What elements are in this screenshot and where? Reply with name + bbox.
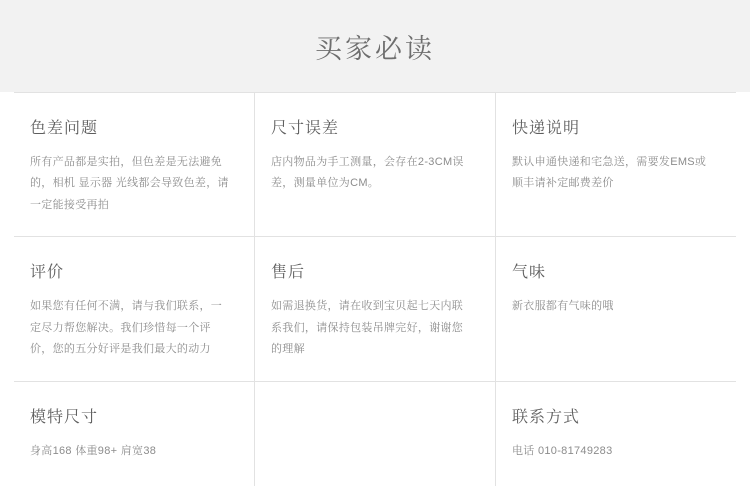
notice-cell-size-tolerance (255, 93, 496, 236)
notice-cell-body: 电话 010-81749283 (512, 444, 613, 457)
notice-grid (0, 92, 750, 486)
notice-cell-body: 如需退换货，请在收到宝贝起七天内联系我们，请保持包装吊牌完好，谢谢您的理解 (271, 300, 464, 356)
notice-cell-body: 如果您有任何不满，请与我们联系，一定尽力帮您解决。我们珍惜每一个评价，您的五分好评是我们最大的动力 (30, 300, 223, 356)
notice-cell-title: 快递说明 (512, 120, 581, 137)
notice-cell-model-size (14, 382, 255, 486)
page-title: 买家必读 (315, 33, 435, 64)
notice-cell-title: 气味 (512, 264, 547, 282)
notice-cell-odor (496, 237, 736, 380)
notice-cell-title: 模特尺寸 (30, 408, 99, 426)
notice-cell-color-difference (14, 93, 255, 236)
notice-row (14, 382, 736, 486)
notice-cell-body: 店内物品为手工测量，会存在2-3CM误差，测量单位为CM。 (271, 156, 464, 190)
notice-row (14, 92, 736, 237)
notice-cell-body: 新衣服都有气味的哦 (512, 300, 614, 313)
notice-cell-body: 身高168 体重98+ 肩宽38 (30, 444, 157, 457)
notice-cell-body: 所有产品都是实拍，但色差是无法避免的，相机 显示器 光线都会导致色差，请一定能接受再拍 (30, 156, 229, 211)
notice-cell-title: 售后 (271, 264, 306, 282)
notice-cell-title: 尺寸误差 (271, 120, 340, 137)
notice-cell-empty (255, 382, 496, 486)
notice-cell-title: 联系方式 (512, 408, 581, 426)
notice-row (14, 237, 736, 381)
notice-cell-title: 色差问题 (30, 120, 99, 137)
notice-cell-title: 评价 (30, 264, 65, 282)
notice-cell-review (14, 237, 255, 380)
page-header (0, 0, 750, 92)
notice-cell-body: 默认申通快递和宅急送，需要发EMS或顺丰请补定邮费差价 (512, 156, 707, 190)
notice-cell-shipping (496, 93, 736, 236)
notice-cell-contact (496, 382, 736, 486)
notice-cell-after-sales (255, 237, 496, 380)
